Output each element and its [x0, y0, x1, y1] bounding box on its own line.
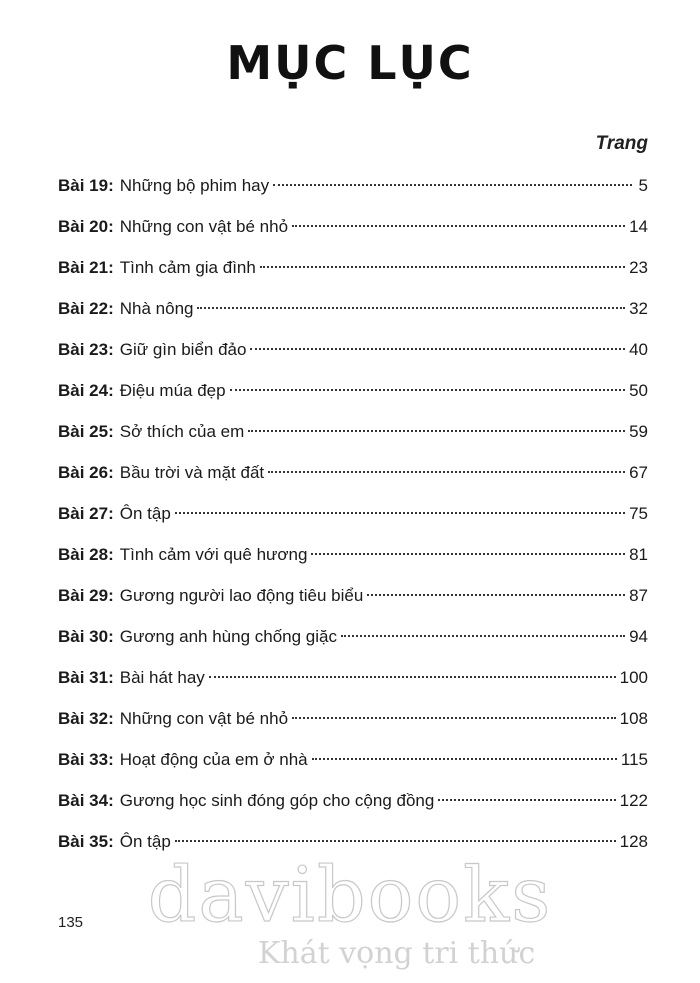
toc-entry	[58, 254, 648, 295]
lesson-title: Điệu múa đẹp	[119, 381, 226, 400]
page-ref: 23	[629, 258, 648, 277]
toc-entry	[58, 172, 648, 213]
toc-entry	[58, 705, 648, 746]
toc-entry	[58, 295, 648, 336]
lesson-title: Tình cảm với quê hương	[119, 545, 308, 564]
page-ref: 81	[629, 545, 648, 564]
lesson-title: Gương học sinh đóng góp cho cộng đồng	[119, 791, 435, 810]
page-ref: 5	[638, 176, 648, 195]
lesson-number: Bài 28:	[58, 545, 114, 564]
toc-entry	[58, 541, 648, 582]
lesson-number: Bài 31:	[58, 668, 114, 687]
lesson-title: Bài hát hay	[119, 668, 205, 687]
dot-leader	[248, 430, 625, 432]
lesson-number: Bài 27:	[58, 504, 114, 523]
page-ref: 87	[629, 586, 648, 605]
dot-leader	[250, 348, 625, 350]
lesson-title: Gương anh hùng chống giặc	[119, 627, 337, 646]
table-of-contents	[58, 172, 648, 869]
page-ref: 40	[629, 340, 648, 359]
lesson-title: Giữ gìn biển đảo	[119, 340, 247, 359]
dot-leader	[312, 758, 617, 760]
lesson-title: Bầu trời và mặt đất	[119, 463, 265, 482]
dot-leader	[175, 512, 625, 514]
lesson-number: Bài 26:	[58, 463, 114, 482]
page-ref: 94	[629, 627, 648, 646]
dot-leader	[341, 635, 625, 637]
page-number: 135	[58, 914, 84, 931]
toc-entry	[58, 787, 648, 828]
lesson-number: Bài 23:	[58, 340, 114, 359]
lesson-number: Bài 21:	[58, 258, 114, 277]
toc-entry	[58, 459, 648, 500]
dot-leader	[292, 717, 616, 719]
lesson-title: Ôn tập	[119, 504, 171, 523]
dot-leader	[273, 184, 632, 186]
lesson-number: Bài 30:	[58, 627, 114, 646]
lesson-number: Bài 25:	[58, 422, 114, 441]
toc-entry	[58, 746, 648, 787]
lesson-number: Bài 19:	[58, 176, 114, 195]
dot-leader	[230, 389, 625, 391]
dot-leader	[260, 266, 625, 268]
lesson-number: Bài 24:	[58, 381, 114, 400]
toc-entry	[58, 213, 648, 254]
lesson-number: Bài 29:	[58, 586, 114, 605]
page-title: MỤC LỤC	[226, 36, 474, 90]
lesson-title: Ôn tập	[119, 832, 171, 851]
lesson-number: Bài 20:	[58, 217, 114, 236]
dot-leader	[197, 307, 625, 309]
dot-leader	[367, 594, 625, 596]
lesson-title: Sở thích của em	[119, 422, 245, 441]
lesson-title: Gương người lao động tiêu biểu	[119, 586, 364, 605]
watermark-tagline: Khát vọng tri thức	[258, 936, 536, 971]
dot-leader	[209, 676, 616, 678]
lesson-title: Tình cảm gia đình	[119, 258, 256, 277]
lesson-title: Những bộ phim hay	[119, 176, 270, 195]
page-ref: 67	[629, 463, 648, 482]
dot-leader	[175, 840, 616, 842]
lesson-number: Bài 32:	[58, 709, 114, 728]
page-ref: 14	[629, 217, 648, 236]
lesson-number: Bài 33:	[58, 750, 114, 769]
page-ref: 128	[619, 832, 648, 851]
lesson-title: Những con vật bé nhỏ	[119, 217, 289, 236]
toc-entry	[58, 336, 648, 377]
lesson-number: Bài 22:	[58, 299, 114, 318]
lesson-title: Nhà nông	[119, 299, 194, 318]
toc-entry	[58, 623, 648, 664]
page-ref: 50	[629, 381, 648, 400]
page-ref: 108	[619, 709, 648, 728]
page-ref: 122	[619, 791, 648, 810]
watermark-logo: davibooks	[147, 850, 553, 939]
page-column-label: Trang	[595, 133, 648, 154]
toc-entry	[58, 418, 648, 459]
page-ref: 100	[619, 668, 648, 687]
dot-leader	[292, 225, 625, 227]
toc-entry	[58, 500, 648, 541]
toc-entry	[58, 377, 648, 418]
dot-leader	[311, 553, 625, 555]
page-ref: 115	[620, 750, 648, 769]
dot-leader	[268, 471, 625, 473]
page-ref: 75	[629, 504, 648, 523]
lesson-number: Bài 35:	[58, 832, 114, 851]
lesson-title: Những con vật bé nhỏ	[119, 709, 289, 728]
lesson-title: Hoạt động của em ở nhà	[119, 750, 308, 769]
dot-leader	[438, 799, 615, 801]
page-ref: 59	[629, 422, 648, 441]
lesson-number: Bài 34:	[58, 791, 114, 810]
toc-entry	[58, 664, 648, 705]
page-ref: 32	[629, 299, 648, 318]
toc-entry	[58, 582, 648, 623]
